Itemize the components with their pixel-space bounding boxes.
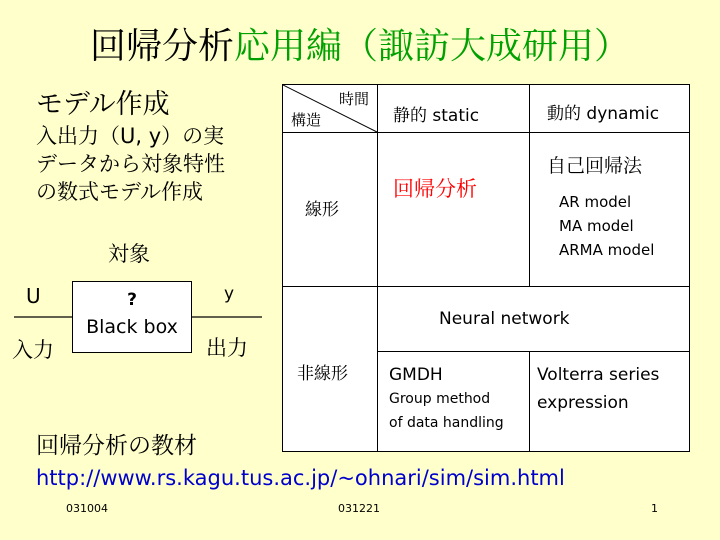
model-heading: モデル作成	[36, 89, 170, 120]
footer-left: 031004	[66, 502, 108, 515]
row-divider-2	[283, 286, 689, 287]
row-nonlinear: 非線形	[297, 364, 348, 384]
ar-model: AR model	[559, 193, 632, 211]
row-divider-1	[283, 132, 689, 133]
black-box	[72, 281, 192, 353]
materials-link[interactable]: http://www.rs.kagu.tus.ac.jp/~ohnari/sim/sim.html	[36, 466, 565, 490]
autoregression-cell: 自己回帰法	[547, 155, 643, 177]
gmdh-line-2: of data handling	[389, 415, 504, 431]
col-divider-1	[377, 85, 378, 452]
regression-cell: 回帰分析	[393, 177, 477, 201]
arma-model: ARMA model	[559, 241, 655, 259]
materials-title: 回帰分析の教材	[36, 433, 197, 459]
corner-time: 時間	[339, 90, 370, 108]
black-box-question: ?	[127, 290, 137, 310]
corner-structure: 構造	[291, 111, 322, 129]
input-label: 入力	[12, 338, 54, 362]
page-number: 1	[651, 502, 658, 515]
output-signal-label: y	[224, 284, 235, 304]
neural-network-cell: Neural network	[439, 309, 570, 329]
gmdh-cell: GMDH	[389, 365, 443, 385]
volterra-line-1: Volterra series	[537, 365, 660, 385]
gmdh-line-1: Group method	[389, 391, 491, 407]
footer-center: 031221	[338, 502, 380, 515]
title-main: 回帰分析	[89, 26, 234, 67]
volterra-line-2: expression	[537, 393, 629, 413]
col-divider-3	[529, 351, 530, 452]
model-classification-table	[282, 84, 690, 452]
row-divider-3	[377, 351, 689, 352]
object-label: 対象	[108, 242, 150, 266]
description-line-3: の数式モデル作成	[36, 180, 203, 204]
row-linear: 線形	[305, 200, 339, 220]
description-line-2: データから対象特性	[36, 152, 225, 176]
ma-model: MA model	[559, 217, 634, 235]
header-dynamic: 動的 dynamic	[547, 104, 660, 124]
header-static: 静的 static	[393, 106, 480, 126]
input-signal-label: U	[26, 284, 41, 308]
title-sub: 応用編（諏訪大成研用）	[234, 26, 631, 67]
output-label: 出力	[206, 336, 248, 360]
col-divider-2	[529, 85, 530, 286]
black-box-label: Black box	[86, 316, 178, 338]
description-line-1: 入出力（U, y）の実	[36, 124, 225, 148]
